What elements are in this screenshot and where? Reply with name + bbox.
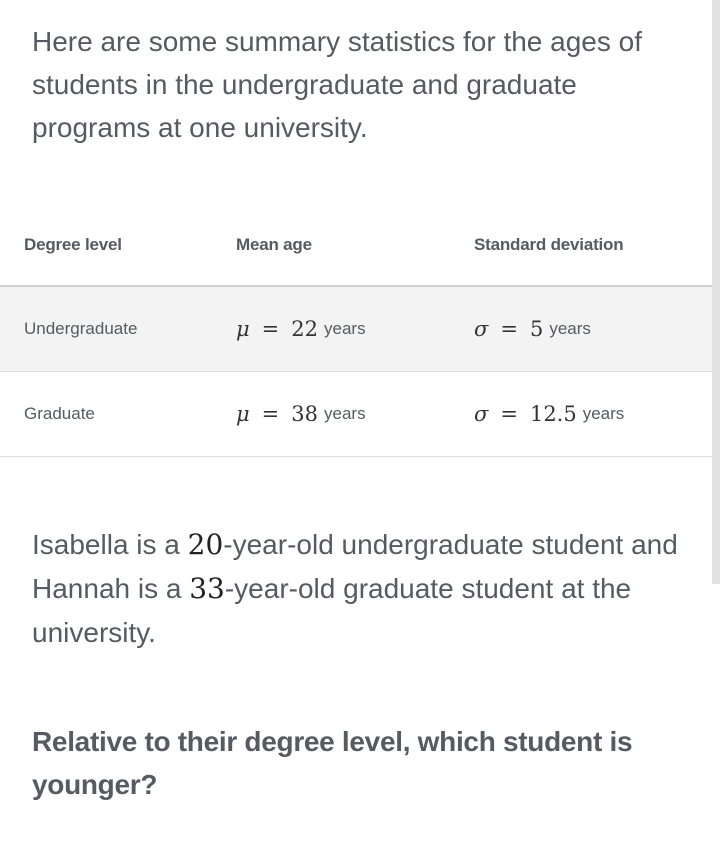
scenario-part-3: -year-old graduate student at the university. [32, 573, 632, 648]
hannah-age: 33 [189, 572, 225, 605]
table-row [0, 372, 720, 457]
mean-age-cell [236, 372, 366, 456]
question-text: Relative to their degree level, which student is younger? [32, 726, 633, 800]
mean-unit: years [324, 319, 366, 338]
table-header-row [0, 205, 720, 287]
scenario-part-2: -year-old undergraduate student and Hannah is a [32, 529, 678, 604]
equals-sign: = [500, 402, 518, 426]
scenario-text [32, 523, 704, 655]
vertical-scrollbar[interactable] [712, 0, 720, 584]
degree-level-cell: Undergraduate [24, 319, 138, 338]
standard-deviation-cell [474, 372, 624, 456]
scenario-part-1: Isabella is a [32, 529, 188, 560]
degree-level-cell: Graduate [24, 404, 95, 423]
mean-unit: years [324, 404, 366, 423]
mean-value: 22 [291, 317, 318, 341]
standard-deviation-cell [474, 287, 591, 371]
intro-text: Here are some summary statistics for the ages of students in the undergraduate and graduate programs at one university. [32, 26, 642, 143]
mean-expression [236, 317, 318, 341]
sigma-symbol: σ [474, 317, 489, 341]
sd-value: 5 [529, 317, 544, 341]
table-row [0, 287, 720, 372]
summary-statistics-table [0, 205, 720, 457]
mu-symbol: μ [236, 317, 250, 341]
sd-expression [474, 317, 543, 341]
header-degree-level: Degree level [24, 235, 122, 254]
equals-sign: = [261, 317, 280, 341]
sd-value: 12.5 [529, 402, 577, 426]
sd-expression [474, 402, 577, 426]
sigma-symbol: σ [474, 402, 489, 426]
header-standard-deviation: Standard deviation [474, 235, 624, 254]
mean-age-cell [236, 287, 366, 371]
mu-symbol: μ [236, 402, 250, 426]
mean-expression [236, 402, 318, 426]
sd-unit: years [582, 404, 625, 423]
equals-sign: = [500, 317, 518, 341]
header-mean-age: Mean age [236, 235, 312, 254]
mean-value: 38 [291, 402, 318, 426]
sd-unit: years [549, 319, 591, 338]
equals-sign: = [261, 402, 280, 426]
isabella-age: 20 [187, 528, 224, 561]
